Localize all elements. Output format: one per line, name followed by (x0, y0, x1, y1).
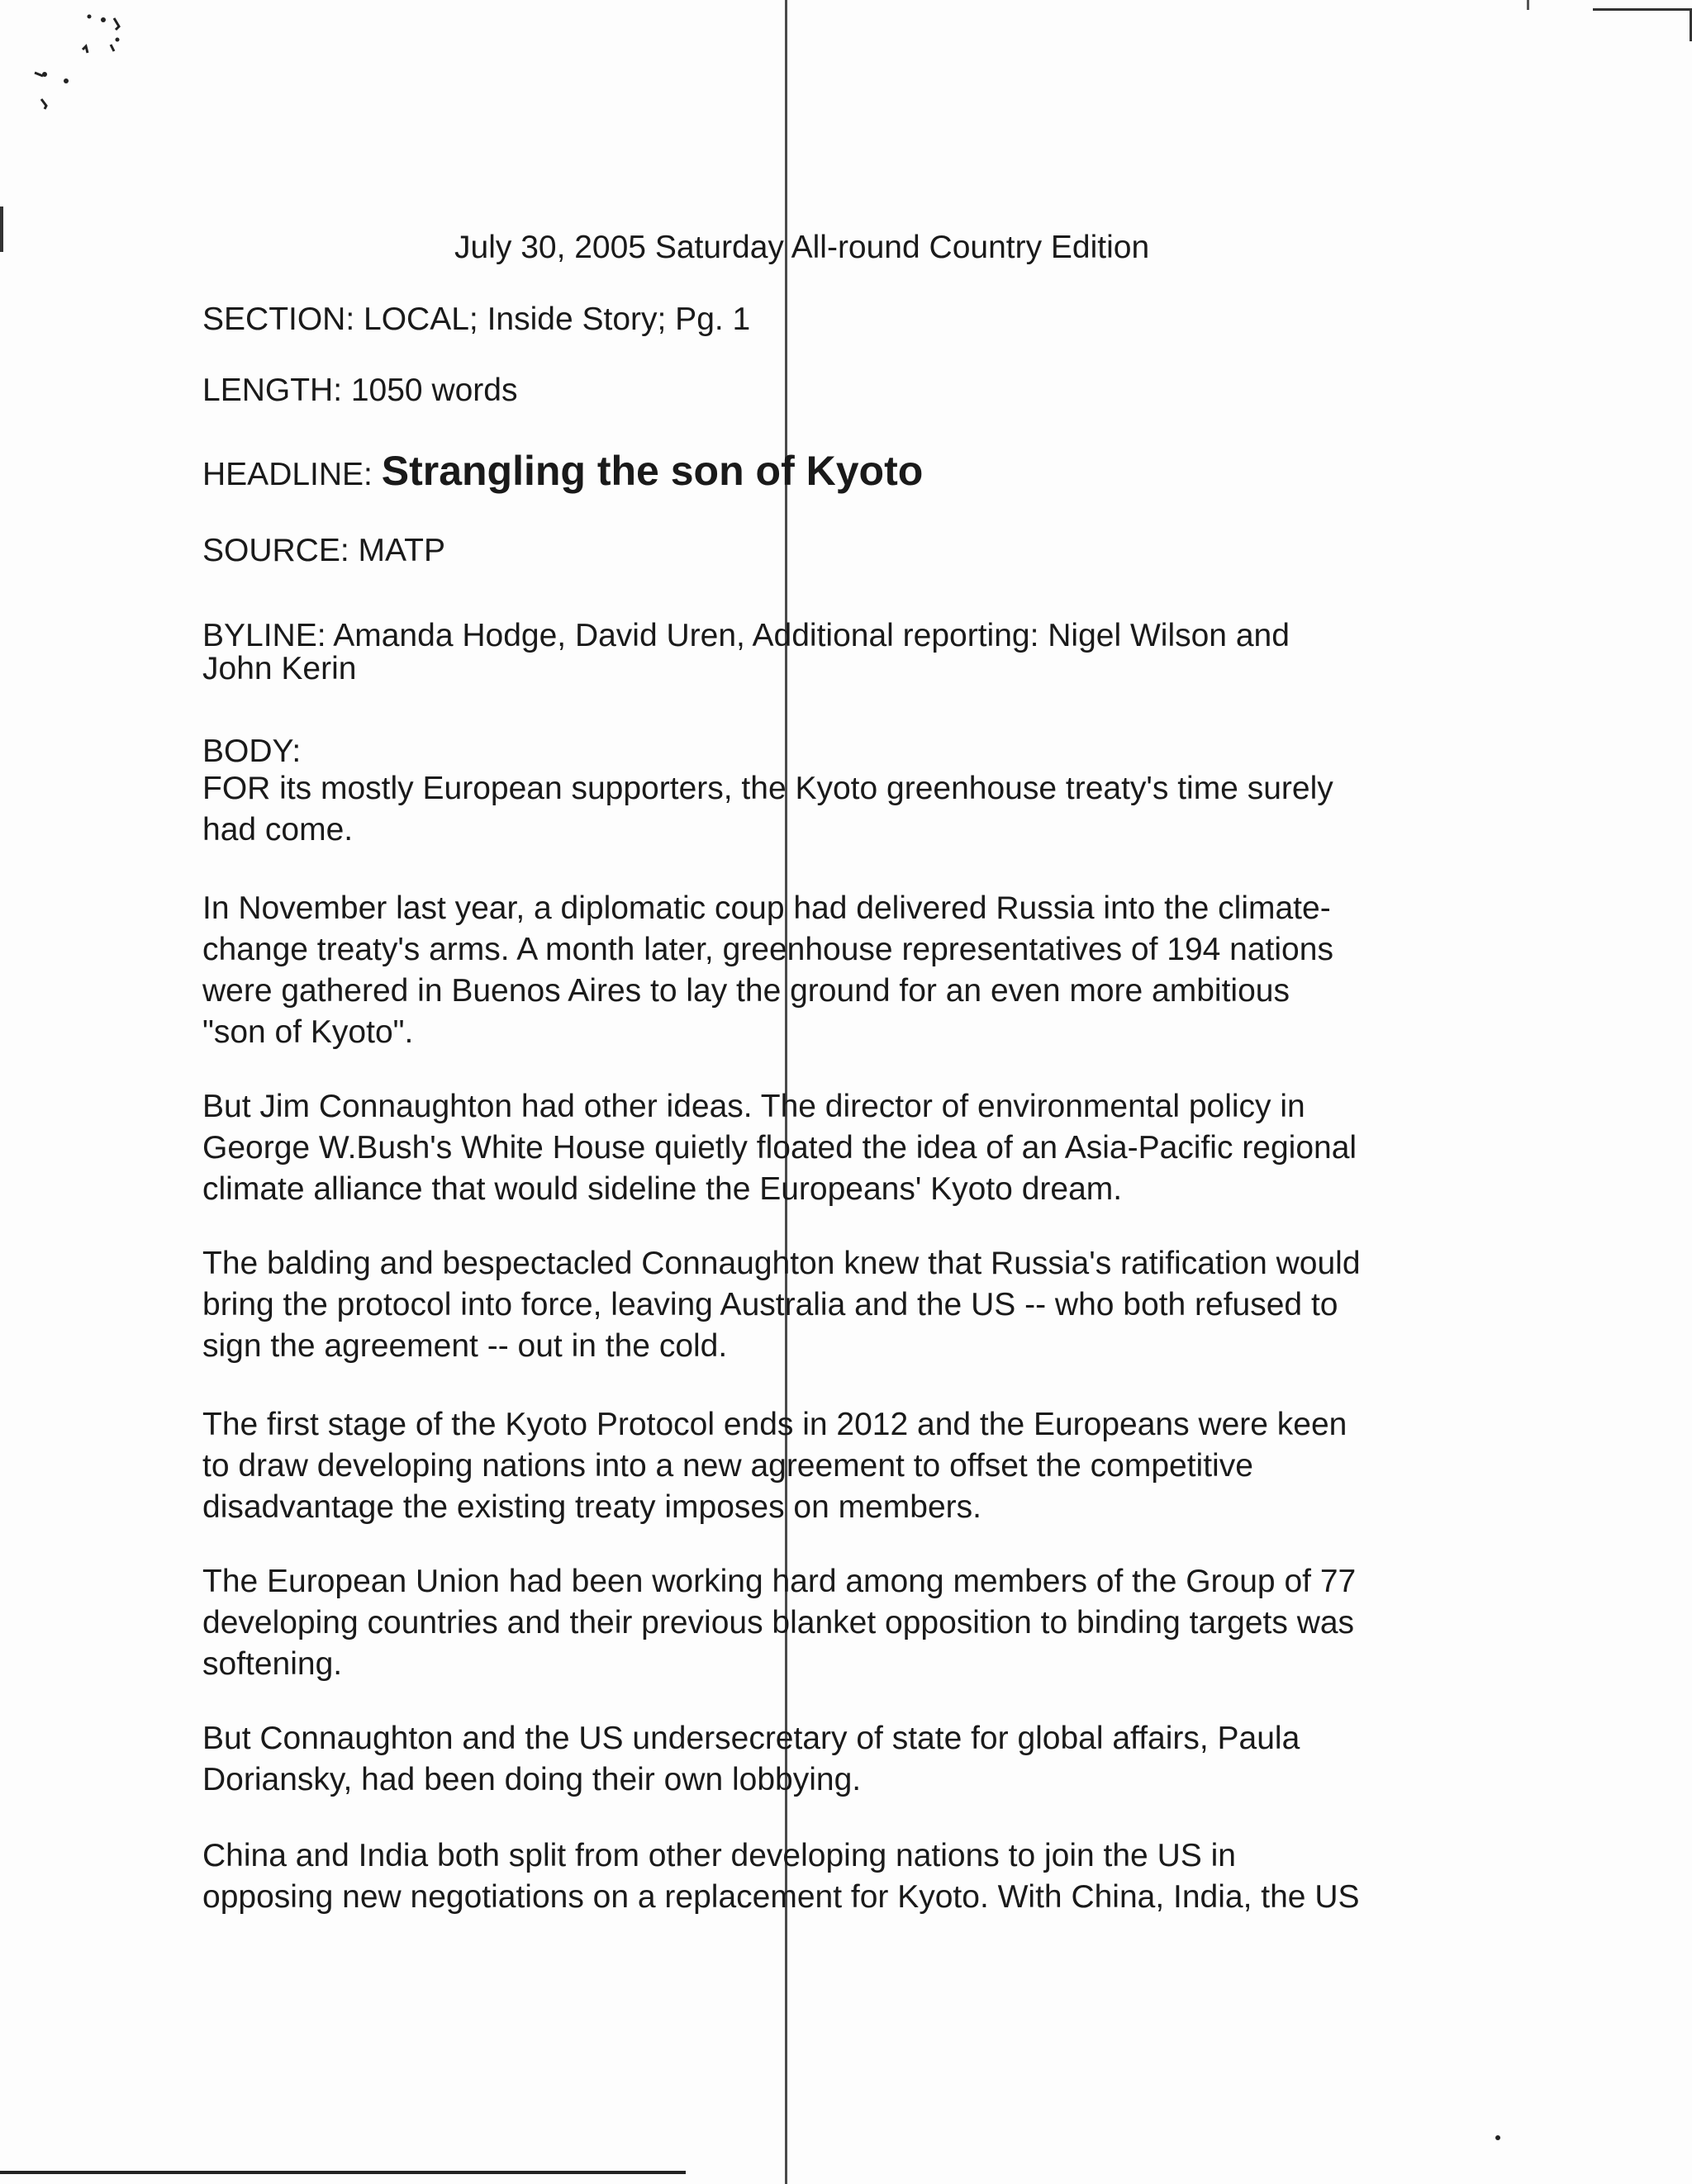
scan-speck-cluster (25, 8, 140, 116)
body-paragraph-7 (202, 1718, 1483, 1801)
paragraph-line: "son of Kyoto". (202, 1014, 414, 1050)
scan-bottom-line (0, 2171, 686, 2174)
paragraph-line: But Connaughton and the US undersecretary of state for global affairs, Paula (202, 1721, 1300, 1756)
paragraph-line: change treaty's arms. A month later, greenhouse representatives of 194 nations (202, 932, 1333, 967)
headline: Strangling the son of Kyoto (381, 448, 924, 494)
length-line: LENGTH: 1050 words (202, 373, 518, 408)
byline-line-2: John Kerin (202, 651, 357, 686)
body-paragraph-2 (202, 888, 1483, 1053)
paragraph-line: The European Union had been working hard among members of the Group of 77 (202, 1564, 1357, 1599)
paragraph-line: bring the protocol into force, leaving Australia and the US -- who both refused to (202, 1287, 1338, 1322)
scan-edge-mark (0, 207, 3, 252)
paragraph-line: The first stage of the Kyoto Protocol ends in 2012 and the Europeans were keen (202, 1407, 1347, 1442)
paragraph-line: softening. (202, 1646, 343, 1682)
byline-line-1: BYLINE: Amanda Hodge, David Uren, Additional reporting: Nigel Wilson and (202, 618, 1290, 653)
paragraph-line: China and India both split from other developing nations to join the US in (202, 1838, 1236, 1873)
body-paragraph-8 (202, 1835, 1483, 1918)
paragraph-line: opposing new negotiations on a replacement for Kyoto. With China, India, the US (202, 1879, 1360, 1915)
paragraph-line: George W.Bush's White House quietly floated the idea of an Asia-Pacific regional (202, 1130, 1357, 1166)
paragraph-line: Doriansky, had been doing their own lobbying. (202, 1762, 862, 1797)
paragraph-line: climate alliance that would sideline the Europeans' Kyoto dream. (202, 1171, 1123, 1207)
scan-edge-mark (1593, 8, 1692, 11)
paragraph-line: sign the agreement -- out in the cold. (202, 1328, 728, 1364)
paragraph-line: were gathered in Buenos Aires to lay the ground for an even more ambitious (202, 973, 1290, 1009)
body-paragraph-6 (202, 1561, 1483, 1685)
scan-speck (1495, 2135, 1500, 2140)
body-paragraph-5 (202, 1404, 1483, 1528)
section-line: SECTION: LOCAL; Inside Story; Pg. 1 (202, 301, 751, 337)
paragraph-line: FOR its mostly European supporters, the Kyoto greenhouse treaty's time surely (202, 771, 1333, 806)
dateline: July 30, 2005 Saturday All-round Country Edition (454, 230, 1150, 265)
scan-edge-mark (1527, 0, 1529, 10)
paragraph-line: In November last year, a diplomatic coup had delivered Russia into the climate- (202, 890, 1331, 926)
paragraph-line: had come. (202, 812, 354, 847)
paragraph-line: The balding and bespectacled Connaughton knew that Russia's ratification would (202, 1246, 1361, 1281)
body-paragraph-1 (202, 768, 1483, 851)
headline-label: HEADLINE: (202, 457, 373, 492)
source-line: SOURCE: MATP (202, 533, 445, 568)
body-paragraph-3 (202, 1086, 1483, 1210)
body-paragraph-4 (202, 1243, 1483, 1367)
paragraph-line: disadvantage the existing treaty imposes on members. (202, 1489, 981, 1525)
body-label: BODY: (202, 734, 302, 769)
paragraph-line: developing countries and their previous blanket opposition to binding targets was (202, 1605, 1355, 1640)
paragraph-line: But Jim Connaughton had other ideas. The director of environmental policy in (202, 1089, 1305, 1124)
paragraph-line: to draw developing nations into a new agreement to offset the competitive (202, 1448, 1253, 1484)
headline-line (202, 450, 923, 496)
